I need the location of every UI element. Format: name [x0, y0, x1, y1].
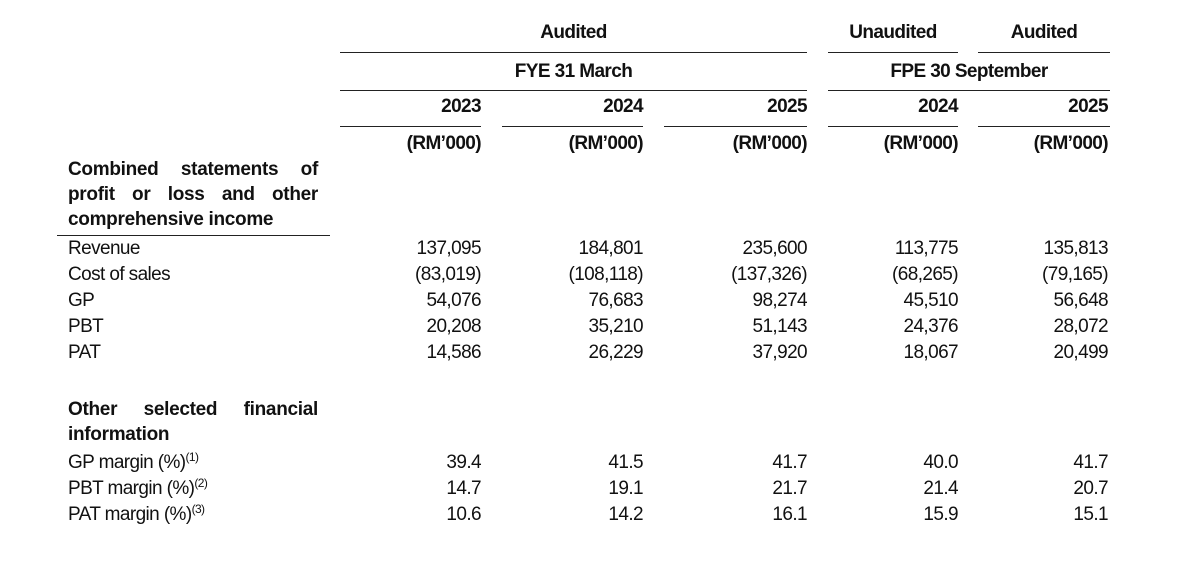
cell-value: 14.7 [446, 478, 481, 499]
row-label-text: PBT margin (%) [68, 478, 195, 499]
section-title-line: profit or loss and other [68, 184, 318, 205]
row-label [68, 478, 207, 500]
cell-value: 56,648 [1053, 290, 1108, 311]
year-header: 2025 [1068, 96, 1108, 117]
fpe-period-header: FPE 30 September [890, 61, 1048, 82]
section-title-line: information [68, 424, 170, 445]
section-underline [57, 235, 330, 236]
cell-value: 113,775 [894, 238, 958, 259]
divider-audited [340, 52, 807, 53]
cell-value: 41.7 [1073, 452, 1108, 473]
cell-value: (83,019) [415, 264, 481, 285]
cell-value: 135,813 [1043, 238, 1108, 259]
unit-header: (RM’000) [1033, 133, 1108, 154]
row-label: Cost of sales [68, 264, 171, 285]
cell-value: 40.0 [923, 452, 958, 473]
cell-value: 15.9 [923, 504, 958, 525]
cell-value: 98,274 [752, 290, 807, 311]
audited-fye-header: Audited [540, 22, 607, 43]
cell-value: 21.4 [923, 478, 958, 499]
cell-value: 35,210 [588, 316, 643, 337]
cell-value: 18,067 [903, 342, 958, 363]
divider-year [664, 126, 807, 127]
cell-value: 10.6 [446, 504, 481, 525]
cell-value: 184,801 [578, 238, 643, 259]
cell-value: (68,265) [892, 264, 958, 285]
cell-value: 15.1 [1073, 504, 1108, 525]
cell-value: 16.1 [772, 504, 807, 525]
section-title-other [68, 397, 318, 447]
section-title-line: Combined statements of [68, 159, 318, 180]
row-label: GP [68, 290, 95, 311]
cell-value: 20,208 [426, 316, 481, 337]
cell-value: 54,076 [426, 290, 481, 311]
section-title-line: Other selected financial [68, 399, 318, 420]
row-label: Revenue [68, 238, 140, 259]
cell-value: 24,376 [903, 316, 958, 337]
cell-value: 14.2 [608, 504, 643, 525]
row-label [68, 504, 204, 526]
row-label-text: PAT margin (%) [68, 504, 192, 525]
divider-fye [340, 90, 807, 91]
cell-value: 137,095 [416, 238, 481, 259]
year-header: 2023 [441, 96, 481, 117]
section-title-line: comprehensive income [68, 209, 274, 230]
row-label-text: GP margin (%) [68, 452, 186, 473]
audited-fpe-header: Audited [1010, 22, 1078, 43]
unit-header: (RM’000) [406, 133, 481, 154]
footnote-marker: (1) [185, 450, 199, 464]
footnote-marker: (2) [194, 476, 208, 490]
cell-value: 20.7 [1073, 478, 1108, 499]
divider-year [978, 126, 1110, 127]
cell-value: (79,165) [1042, 264, 1108, 285]
cell-value: 14,586 [426, 342, 481, 363]
cell-value: 21.7 [772, 478, 807, 499]
row-label [68, 452, 198, 474]
divider-year [502, 126, 643, 127]
year-header: 2024 [918, 96, 958, 117]
cell-value: 19.1 [608, 478, 643, 499]
divider-year [828, 126, 958, 127]
footnote-marker: (3) [191, 502, 205, 516]
cell-value: 39.4 [446, 452, 481, 473]
cell-value: 235,600 [742, 238, 807, 259]
unit-header: (RM’000) [732, 133, 807, 154]
cell-value: 26,229 [588, 342, 643, 363]
row-label: PBT [68, 316, 104, 337]
divider-fpe [828, 90, 1110, 91]
unaudited-header: Unaudited [849, 22, 937, 43]
year-header: 2025 [767, 96, 807, 117]
section-title-combined [68, 157, 318, 232]
cell-value: 41.5 [608, 452, 643, 473]
cell-value: 28,072 [1053, 316, 1108, 337]
cell-value: 20,499 [1053, 342, 1108, 363]
unit-header: (RM’000) [568, 133, 643, 154]
cell-value: 37,920 [752, 342, 807, 363]
cell-value: 41.7 [772, 452, 807, 473]
cell-value: 76,683 [588, 290, 643, 311]
cell-value: 51,143 [752, 316, 807, 337]
cell-value: 45,510 [903, 290, 958, 311]
divider-audited-fpe [978, 52, 1110, 53]
fye-period-header: FYE 31 March [514, 61, 633, 82]
cell-value: (108,118) [568, 264, 643, 285]
divider-unaudited [828, 52, 958, 53]
divider-year [340, 126, 481, 127]
cell-value: (137,326) [731, 264, 807, 285]
unit-header: (RM’000) [883, 133, 958, 154]
year-header: 2024 [603, 96, 643, 117]
row-label: PAT [68, 342, 101, 363]
